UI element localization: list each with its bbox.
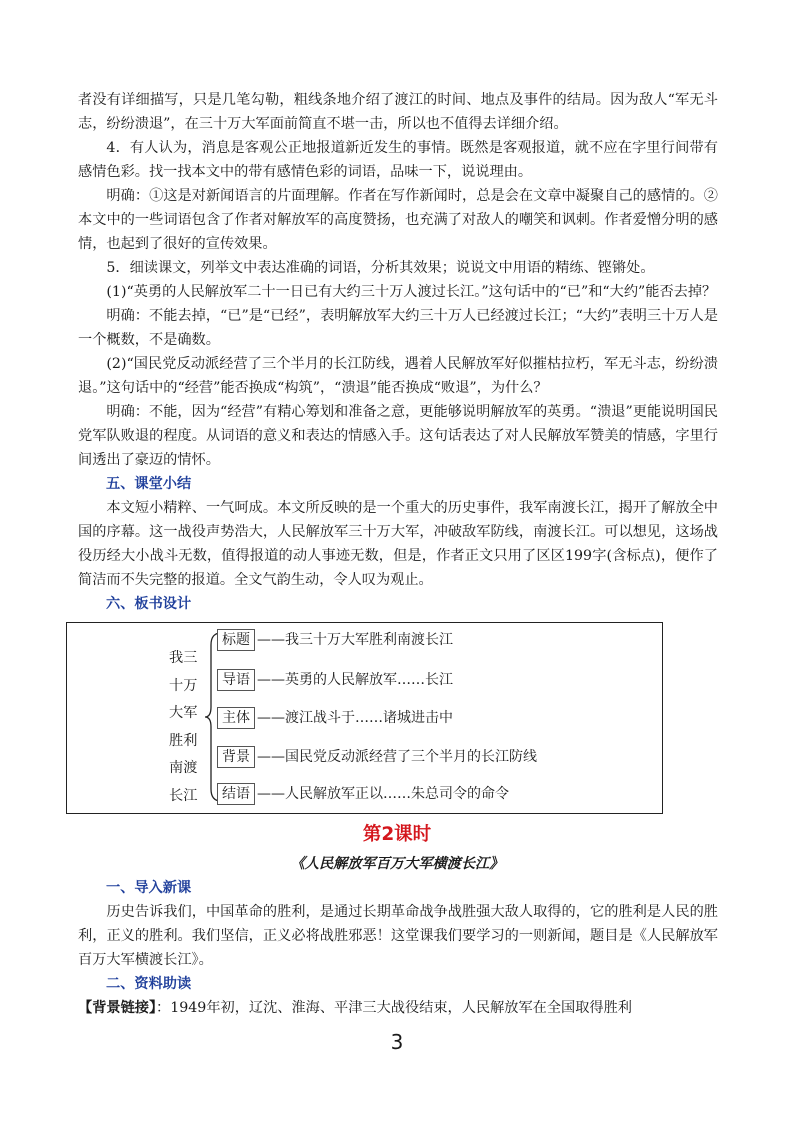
answer-5-1: 明确：不能去掉，“已”是“已经”，表明解放军大约三十万人已经渡过长江；“大约”表明三十万人是一个概数，不是确数。 [78,308,718,348]
board-title-line: 我三 [169,650,198,666]
paragraph: 者没有详细描写，只是几笔勾勒，粗线条地介绍了渡江的时间、地点及事件的结局。因为敌人“军无斗志，纷纷溃退”，在三十万大军面前简直不堪一击，所以也不值得去详细介绍。 [78,92,718,132]
board-title-line: 大军 [169,705,198,721]
board-row [217,669,453,691]
board-title-line: 胜利 [169,732,198,749]
intro-text: 历史告诉我们，中国革命的胜利，是通过长期革命战争战胜强大敌人取得的，它的胜利是人民的胜利，正义的胜利。我们坚信，正义必将战胜邪恶！这堂课我们要学习的一则新闻，题目是《人民解放军百万大军横渡长江》。 [78,904,718,968]
reading-heading: 二、资料助读 [106,976,192,992]
background-label: 【背景链接】 [78,1000,157,1016]
board-row-label: 结语 [217,783,255,805]
board-row-label: 导语 [217,669,255,691]
answer-4: 明确：①这是对新闻语言的片面理解。作者在写作新闻时，总是会在文章中凝聚自己的感情的。②本文中的一些词语包含了作者对解放军的高度赞扬，也充满了对敌人的嘲笑和讽刺。作者爱憎分明的感情，也起到了很好的宣传效果。 [78,188,718,252]
board-heading: 六、板书设计 [106,596,192,612]
board-row-label: 背景 [217,746,255,768]
board-row-label: 主体 [217,707,255,729]
board-title-line: 长江 [169,787,198,804]
question-5: 5．细读课文，列举文中表达准确的词语，分析其效果；说说文中用语的精练、铿锵处。 [106,260,655,276]
board-row-text: ——人民解放军正以……朱总司令的命令 [257,786,509,802]
board-title-line: 十万 [169,677,198,694]
board-row [217,746,537,768]
board-row [217,707,453,729]
board-row-text: ——英勇的人民解放军……长江 [257,672,453,688]
board-row-text: ——渡江战斗于……诸城进击中 [257,710,453,726]
intro-heading: 一、导入新课 [106,880,192,896]
page-number: 3 [390,1030,404,1054]
question-5-2: (2)“国民党反动派经营了三个半月的长江防线，遇着人民解放军好似摧枯拉朽，军无斗志，纷纷溃退。”这句话中的“经营”能否换成“构筑”，“溃退”能否换成“败退”，为什么？ [78,356,718,396]
question-5-1: (1)“英勇的人民解放军二十一日已有大约三十万人渡过长江。”这句话中的“已”和“大约”能否去掉？ [106,284,717,300]
answer-5-2: 明确：不能，因为“经营”有精心筹划和准备之意，更能够说明解放军的英勇。“溃退”更能说明国民党军队败退的程度。从词语的意义和表达的情感入手。这句话表达了对人民解放军赞美的情感，字里行间透出了豪迈的情怀。 [78,404,718,468]
board-row [217,783,509,805]
lesson-subtitle: 《人民解放军百万大军横渡长江》 [290,856,504,872]
board-row-label: 标题 [217,629,255,651]
board-title [169,645,209,810]
summary-text: 本文短小精粹、一气呵成。本文所反映的是一个重大的历史事件，我军南渡长江，揭开了解放全中国的序幕。这一战役声势浩大，人民解放军三十万大军，冲破敌军防线，南渡长江。可以想见，这场战役历经大小战斗无数，值得报道的动人事迹无数，但是，作者正文只用了区区199字(含标点)，便作了简洁而不失完整的报道。全文气韵生动，令人叹为观止。 [78,500,718,588]
board-row-text: ——国民党反动派经营了三个半月的长江防线 [257,749,537,765]
summary-heading: 五、课堂小结 [106,476,192,492]
board-row-text: ——我三十万大军胜利南渡长江 [257,632,453,648]
question-4: 4．有人认为，消息是客观公正地报道新近发生的事情。既然是客观报道，就不应在字里行间带有感情色彩。找一找本文中的带有感情色彩的词语，品味一下，说说理由。 [78,140,718,180]
background-paragraph [78,996,718,1020]
background-text: ：1949年初，辽沈、淮海、平津三大战役结束，人民解放军在全国取得胜利 [156,1000,632,1016]
lesson2-content [78,876,718,1020]
main-content [78,88,718,616]
lesson-title: 第2课时 [362,824,432,845]
board-design-box [66,622,663,814]
board-title-line: 南渡 [169,760,198,776]
board-row [217,629,453,651]
